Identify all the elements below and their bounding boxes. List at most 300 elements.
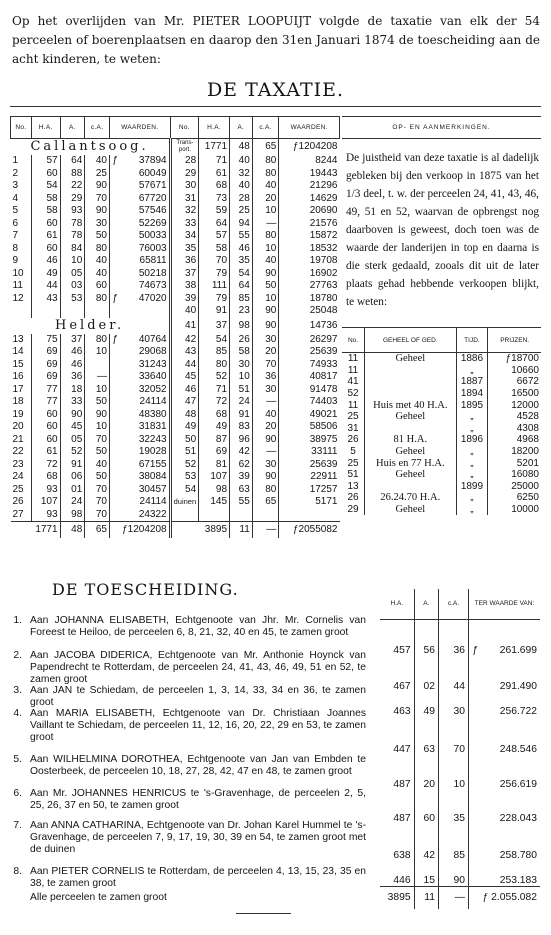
sale-parcel: 51 [347,469,359,481]
are: 83 [230,421,253,434]
hectare: 60 [31,168,60,181]
parcel-number: 19 [12,408,24,420]
sales-col-header: TIJD. [456,328,488,353]
sale-price: 12000 [488,399,541,411]
florin-sign: ƒ [111,333,118,345]
parcel-number: 38 [170,280,199,293]
parcel-number: 46 [170,384,199,397]
taxatie-row [11,359,340,372]
hectare: 68 [199,180,230,193]
sale-price: 16080 [488,469,541,481]
entry-text: Aan WILHELMINA DOROTHEA, Echtgenoote van Jan van Embden te Oosterbeek, de perceelen 10, 18, 27, 28, 42, 47 en 48, te zamen groot [30,754,366,777]
location-label: Callantsoog. [30,139,149,154]
value-amount: 38084 [138,471,167,483]
value: 74933 [279,359,340,372]
centiare: 20 [252,193,279,206]
hectare: 98 [199,484,230,497]
sale-parcel: 13 [347,480,359,492]
centiare: 30 [85,218,110,231]
hectare: 49 [199,421,230,434]
sales-row [342,353,541,365]
hectare: 107 [31,496,60,509]
taxatie-row [11,434,340,447]
value-amount: 57671 [138,180,167,192]
parcel-number: 9 [12,255,19,267]
sale-year: 1894 [456,388,488,400]
parcel-number: 23 [12,458,24,470]
sale-parcel: 25 [347,457,359,469]
sale-type [365,423,457,435]
sale-type [365,376,457,388]
taxatie-row [11,334,340,347]
value [109,384,170,397]
parcel-number: 41 [170,318,199,334]
parcel-number: 1 [12,155,19,167]
parcel-number: 54 [170,484,199,497]
are: 55 [230,230,253,243]
parcel-number: 33 [170,218,199,231]
taxatie-row [11,459,340,472]
left-total: 65 [85,522,110,539]
centiare: 30 [252,459,279,472]
florin-sign: ƒ [111,155,118,167]
value-amount: 228.043 [499,813,537,825]
value-amount: 24114 [139,496,167,508]
are: 24 [60,496,85,509]
sale-year: 1899 [456,481,488,493]
value [109,218,170,231]
are: 91 [60,459,85,472]
sale-price: 4308 [488,423,541,435]
centiare: 70 [85,496,110,509]
empty-cell [170,509,199,522]
are: 45 [60,421,85,434]
parcel-number: 17 [12,383,24,395]
hectare: 91 [199,305,230,318]
sale-year: „ [456,492,488,504]
entry-number: 4. [13,708,22,719]
empty-cell [279,509,340,522]
sale-parcel: 31 [347,422,359,434]
centiare: 40 [85,268,110,281]
hectare: 93 [31,484,60,497]
centiare: 65 [252,496,279,509]
empty-cell [230,509,253,522]
hectare: 72 [31,459,60,472]
allotment-value [468,861,540,886]
hectare: 68 [199,409,230,422]
centiare: 70 [439,717,469,755]
allotment-value [468,755,540,790]
hectare: 93 [31,509,60,522]
grand-total-row [380,886,540,909]
entry-number: 1. [13,615,22,626]
parcel-number: 51 [170,446,199,459]
entry-text: Aan Mr. JOHANNES HENRICUS te 's-Gravenhage, de perceelen 2, 5, 25, 26, 37 en 50, te zamen groot [30,788,366,811]
value [109,459,170,472]
value-amount: 31831 [138,421,167,433]
sale-parcel: 25 [347,411,359,423]
centiare: 85 [439,824,469,861]
are: 51 [230,384,253,397]
value-amount: 50218 [138,267,167,279]
centiare: 10 [252,205,279,218]
value-amount: 48380 [138,408,167,420]
parcel-number: 28 [170,155,199,168]
entry-number: 5. [13,754,22,765]
are: 98 [60,509,85,522]
value-amount: 32052 [138,383,167,395]
hectare: 447 [393,743,411,755]
sale-year: „ [456,411,488,423]
centiare: 50 [85,446,110,459]
parcel-number: 52 [170,459,199,472]
taxatie-row [11,280,340,293]
sale-price: 10000 [488,504,541,516]
value [109,371,170,384]
hectare: 61 [31,446,60,459]
parcel-number: 36 [170,255,199,268]
remarks-text: De juistheid van deze taxatie is al dadelijk gebleken bij den verkoop in 1875 van het 1/3 deel, t. w. der perceelen 24, 41, 43, 46, 49, 51 en 52, waarvan de opbrengst nog daarboven is geweest, doch toen was de waarde der landerijen in top en daarna is die sterk gedaald, zooals dit uit de later plaats gehad hebbende verkoopen blijkt, te weten: [346,152,539,308]
allotment-value [468,790,540,824]
hectare: 58 [31,193,60,206]
parcel-number: 47 [170,396,199,409]
centiare: 30 [252,334,279,347]
parcel-number: 12 [12,292,24,304]
are: 37 [60,334,85,347]
sale-type: 26.24.70 H.A. [365,492,457,504]
value [109,396,170,409]
value: 18532 [279,243,340,256]
sale-year: 1887 [456,376,488,388]
value-amount: 37894 [138,155,167,167]
are: 93 [60,205,85,218]
centiare: 80 [252,230,279,243]
taxatie-row [11,230,340,243]
taxatie-table [10,116,340,538]
grand-total: 11 [414,886,438,909]
are: 18 [60,384,85,397]
taxatie-row [11,180,340,193]
sales-row [342,434,541,446]
col-header: H.A. [199,117,230,139]
col-header: c.A. [85,117,110,139]
sale-type: Geheel [365,469,457,481]
value [109,334,170,347]
value: 14629 [279,193,340,206]
centiare: 40 [85,255,110,268]
value-amount: 33640 [138,371,167,383]
hectare: 77 [31,396,60,409]
are: 03 [60,280,85,293]
col-header: No. [170,117,199,139]
hectare: 69 [31,359,60,372]
are: 28 [230,193,253,206]
allotment-value [468,717,540,755]
parcel-number: 4 [12,192,19,204]
centiare: 50 [85,471,110,484]
are: 15 [414,861,438,886]
centiare: 80 [252,484,279,497]
are: 36 [60,371,85,384]
empty-cell [109,305,170,318]
centiare: — [85,371,110,384]
parcel-number: 13 [12,333,24,345]
sale-price: 25000 [488,481,541,493]
value: 5171 [279,496,340,509]
are: 39 [230,471,253,484]
hectare: 58 [199,243,230,256]
taxatie-row [11,371,340,384]
col-header: WAARDEN. [109,117,170,139]
parcel-number: 21 [12,433,24,445]
sales-row [342,446,541,458]
centiare [85,359,110,372]
are: 91 [230,409,253,422]
parcel-number: 14 [12,346,24,358]
are: 64 [60,155,85,168]
are: 40 [230,155,253,168]
sale-year: „ [456,457,488,469]
value: 91478 [279,384,340,397]
sale-price: 4968 [488,434,541,446]
value-amount: 76003 [138,242,167,254]
entry-number: 6. [13,788,22,799]
taxatie-row [11,396,340,409]
sale-price: 16500 [488,388,541,400]
hectare: 79 [199,293,230,306]
transport-value: ƒ1204208 [279,139,340,156]
centiare: 80 [252,168,279,181]
are: 02 [414,656,438,692]
hectare: 68 [31,471,60,484]
sale-parcel: 11 [347,399,359,411]
value: 27763 [279,280,340,293]
are: 84 [60,243,85,256]
sales-col-header: PRIJZEN. [488,328,541,353]
entry-number: 7. [13,820,22,831]
value-amount: 24322 [138,508,167,520]
value [109,168,170,181]
centiare: 40 [85,459,110,472]
hectare: 69 [31,371,60,384]
sale-price: 6672 [488,376,541,388]
are: 46 [230,243,253,256]
grand-total: — [439,886,469,909]
centiare: 20 [252,421,279,434]
col-header: No. [11,117,32,139]
col-header: A. [60,117,85,139]
are: 05 [60,268,85,281]
transport-value: 1771 [199,139,230,156]
value-amount: 74673 [138,280,167,292]
value: 19443 [279,168,340,181]
sale-parcel: 5 [350,446,356,458]
are: 23 [230,305,253,318]
value-amount: 31243 [138,358,167,370]
toescheiding-col-header: A. [414,589,438,620]
hectare: 46 [31,255,60,268]
are: 62 [230,459,253,472]
value [109,421,170,434]
centiare: — [252,446,279,459]
top-rule [10,106,541,107]
value: 21296 [279,180,340,193]
sales-col-header: GEHEEL OF GED. [365,328,457,353]
value-amount: 19028 [138,446,167,458]
centiare: 50 [85,396,110,409]
taxatie-row [11,484,340,497]
value: 49021 [279,409,340,422]
hectare: 59 [199,205,230,218]
value [109,155,170,168]
value-amount: 256.619 [499,779,537,791]
are: 40 [230,180,253,193]
taxatie-row [11,293,340,306]
value [109,471,170,484]
value: 25639 [279,459,340,472]
sales-row [342,376,541,388]
are: 35 [230,255,253,268]
centiare: 30 [252,384,279,397]
left-total: 1771 [11,522,61,539]
centiare: 10 [85,384,110,397]
empty-cell [199,509,230,522]
value: 58506 [279,421,340,434]
hectare: 70 [199,255,230,268]
parcel-number: 44 [170,359,199,372]
hectare: 57 [31,155,60,168]
hectare: 111 [199,280,230,293]
centiare: 36 [252,371,279,384]
value [109,293,170,306]
allotment-row [380,824,540,861]
value [109,193,170,206]
parcel-number: 53 [170,471,199,484]
hectare: 52 [199,371,230,384]
value: 40817 [279,371,340,384]
hectare: 638 [393,850,411,862]
taxatie-row [11,193,340,206]
allotment-row [380,861,540,886]
sale-type: Huis met 40 H.A. [365,399,457,411]
are: 42 [230,446,253,459]
empty-cell [85,305,110,318]
value-amount: 60049 [138,167,167,179]
sale-type: Geheel [365,353,457,365]
centiare: 70 [85,509,110,522]
hectare: 463 [393,705,411,717]
sale-type: Geheel [365,504,457,516]
sale-price: ƒ18700 [488,353,541,365]
sale-type: Geheel [365,446,457,458]
hectare: 58 [31,205,60,218]
value [109,205,170,218]
value-amount: 261.699 [499,644,537,656]
parcel-number: 8 [12,242,19,254]
sale-type: Geheel [365,411,457,423]
parcel-number: 39 [170,293,199,306]
taxatie-row [11,255,340,268]
are: 33 [60,396,85,409]
taxatie-row [11,243,340,256]
toescheiding-table [380,589,540,909]
hectare: 446 [393,874,411,886]
value-amount: 30457 [138,483,167,495]
centiare: 70 [85,484,110,497]
sale-parcel: 11 [347,353,359,365]
right-total: — [252,522,279,539]
parcel-number: 32 [170,205,199,218]
value-amount: 258.780 [499,850,537,862]
value-amount: 253.183 [499,874,537,886]
centiare: — [252,396,279,409]
hectare: 72 [199,396,230,409]
centiare: 50 [252,280,279,293]
entry-text: Aan JAN te Schiedam, de perceelen 1, 3, 14, 33, 34 en 36, te zamen groot [30,685,366,708]
value: 26297 [279,334,340,347]
sale-price: 6250 [488,492,541,504]
hectare: 457 [393,644,411,656]
parcel-number: 3 [12,180,19,192]
hectare: 77 [31,384,60,397]
centiare: 25 [85,168,110,181]
taxatie-row [11,471,340,484]
sale-type [365,388,457,400]
transport-value: 48 [230,139,253,156]
col-header: H.A. [31,117,60,139]
hectare: 60 [31,409,60,422]
toescheiding-col-header: c.A. [439,589,469,620]
entry-text: Aan PIETER CORNELIS te Rotterdam, de perceelen 4, 13, 15, 23, 35 en 38, te zamen groot [30,866,366,889]
entry-number: 3. [13,685,22,696]
parcel-number: 22 [12,446,24,458]
sales-row [342,481,541,493]
are: 64 [230,280,253,293]
parcel-number: 25 [12,483,24,495]
are: 78 [60,230,85,243]
hectare: 54 [199,334,230,347]
taxatie-row [11,205,340,218]
parcel-number: 35 [170,243,199,256]
hectare: 44 [31,280,60,293]
hectare: 69 [31,346,60,359]
sale-year: „ [456,423,488,435]
hectare: 87 [199,434,230,447]
centiare: 50 [85,230,110,243]
value [109,409,170,422]
allotment-value [468,692,540,717]
value-amount: 32243 [138,433,167,445]
centiare: 70 [85,193,110,206]
subtotal-row [11,522,340,539]
hectare: 487 [393,779,411,791]
parcel-number: duinen [170,496,199,509]
value [109,230,170,243]
left-total: ƒ1204208 [109,522,170,539]
centiare: 20 [252,346,279,359]
are: 46 [60,346,85,359]
centiare: 10 [85,421,110,434]
value-amount: 256.722 [499,705,537,717]
grand-total: 3895 [380,886,414,909]
centiare: 90 [439,861,469,886]
parcel-number: 20 [12,421,24,433]
taxatie-row [11,305,340,318]
sale-type: 81 H.A. [365,434,457,446]
right-total: 3895 [170,522,229,539]
are: 85 [230,293,253,306]
